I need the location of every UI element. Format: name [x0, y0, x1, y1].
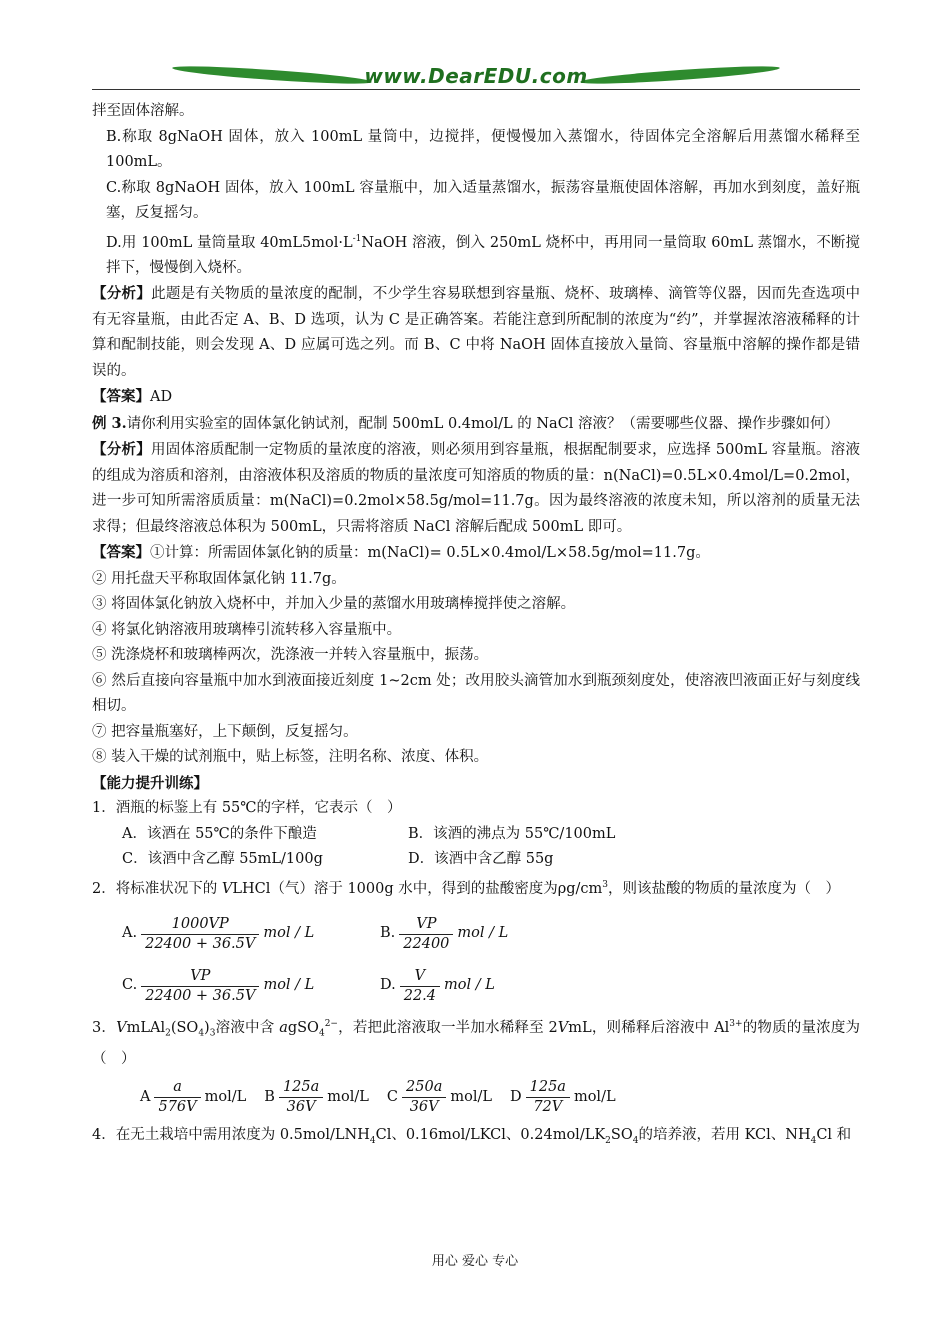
option-a: A．该酒在 55℃的条件下酿造	[122, 825, 317, 842]
fraction: 125a 72V	[526, 1078, 570, 1117]
fraction: 250a 36V	[402, 1078, 446, 1117]
question-1-options	[92, 822, 860, 873]
q2-option-b: B. VP 22400 mol / L	[380, 915, 509, 952]
option-c: C．该酒中含乙醇 55mL/100g	[122, 851, 323, 868]
fraction: a 576V	[154, 1078, 200, 1117]
question-3-options	[92, 1073, 860, 1123]
q2-option-d: D. V 22.4 mol / L	[380, 967, 495, 1004]
q3-option-c: C 250a 36V mol/L	[386, 1079, 492, 1116]
q3-option-b: B 125a 36V mol/L	[264, 1079, 369, 1116]
question-4: 4．在无土栽培中需用浓度为 $0.5mol/LNH_4Cl$、0.16mol/LKCl、$0.24mol/LK_2SO_4$的培养液，若用 KCl、$NH_4Cl$ 和	[92, 1126, 852, 1146]
q3-option-a: A a 576V mol/L	[140, 1079, 247, 1116]
fraction: 125a 36V	[279, 1078, 323, 1117]
question-2: 2．将标准状况下的 VLHCl（气）溶于 1000g 水中，得到的盐酸密度为$\rho g/cm^3$，则该盐酸的物质的量浓度为（ ）	[92, 879, 841, 897]
example-3: 例 3.请你利用实验室的固体氯化钠试剂，配制 500mL 0.4mol/L 的 NaCl 溶液？（需要哪些仪器、操作步骤如何）	[92, 414, 840, 432]
option-b: B．该酒的沸点为 55℃/100mL	[408, 825, 616, 842]
fraction: V 22.4	[400, 967, 440, 1006]
page-header	[92, 62, 860, 92]
fraction: VP 22400	[399, 915, 453, 954]
page-footer: 用心 爱心 专心	[431, 1254, 519, 1269]
q2-option-a: A. 1000VP 22400 + 36.5V mol / L	[122, 915, 315, 952]
question-1: 1．酒瓶的标鉴上有 55℃的字样，它表示（ ）	[92, 800, 402, 817]
answer-step-2: ② 用托盘天平称取固体氯化钠 11.7g。	[92, 570, 346, 587]
option-b-text: B.称取 8gNaOH 固体，放入 100mL 量筒中，边搅拌，便慢慢加入蒸馏水，待固体完全溶解后用蒸馏水稀释至 100mL。	[106, 128, 860, 170]
answer-step-5: ⑤ 洗涤烧杯和玻璃棒两次，洗涤液一并转入容量瓶中，振荡。	[92, 647, 489, 664]
header-rule	[92, 89, 860, 90]
analysis-paragraph-2: 【分析】用固体溶质配制一定物质的量浓度的溶液，则必须用到容量瓶，根据配制要求，应选择 500mL 容量瓶。溶液的组成为溶质和溶剂，由溶液体积及溶质的物质的量浓度可知溶质的物质的量：n(NaCl)=0.5L×0.4mol/L=0.2mol，进一步可知所需溶质质量：m(NaCl)=0.2mol×58.5g/mol=11.7g。因为最终溶液的浓度未知，所以溶剂的质量无法求得；但最终溶液总体积为 500mL，只需将溶质 NaCl 溶解后配成 500mL 即可。	[92, 441, 860, 535]
q3-option-d: D 125a 72V mol/L	[509, 1079, 616, 1116]
site-logo: www.DearEDU.com	[364, 64, 588, 88]
option-c-text: C.称取 8gNaOH 固体，放入 100mL 容量瓶中，加入适量蒸馏水，振荡容量瓶使固体溶解，再加水到刻度，盖好瓶塞，反复摇匀。	[106, 179, 860, 221]
fraction: VP 22400 + 36.5V	[141, 967, 259, 1006]
q2-option-c: C. VP 22400 + 36.5V mol / L	[122, 967, 315, 1004]
answer-step-6: ⑥ 然后直接向容量瓶中加水到液面接近刻度 1~2cm 处；改用胶头滴管加水到瓶颈刻度处，使溶液凹液面正好与刻度线相切。	[92, 672, 860, 715]
answer-step-7: ⑦ 把容量瓶塞好，上下颠倒，反复摇匀。	[92, 723, 358, 740]
analysis-paragraph: 【分析】此题是有关物质的量浓度的配制，不少学生容易联想到容量瓶、烧杯、玻璃棒、滴管等仪器，因而先查选项中有无容量瓶，由此否定 A、B、D 选项，认为 C 是正确答案。若能注意到所配制的浓度为“约”，并掌握浓溶液稀释的计算和配制技能，则会发现 A、D 应属可选之列。而 B、C 中将 NaOH 固体直接放入量筒、容量瓶中溶解的操作都是错误的。	[92, 285, 861, 379]
answer-step-3: ③ 将固体氯化钠放入烧杯中，并加入少量的蒸馏水用玻璃棒搅拌使之溶解。	[92, 596, 576, 613]
section-heading: 【能力提升训练】	[92, 774, 208, 792]
text-line: 拌至固体溶解。	[92, 103, 194, 119]
fraction: 1000VP 22400 + 36.5V	[141, 915, 259, 954]
answer-step-4: ④ 将氯化钠溶液用玻璃棒引流转移入容量瓶中。	[92, 621, 402, 638]
answer-step-1: 【答案】①计算：所需固体氯化钠的质量：m(NaCl)= 0.5L×0.4mol/L×58.5g/mol=11.7g。	[92, 544, 710, 562]
answer-step-8: ⑧ 装入干燥的试剂瓶中，贴上标签，注明名称、浓度、体积。	[92, 749, 489, 766]
question-3: 3．$VmLAl_2(SO_4)_3$溶液中含 agSO$_4^{2-}$，若把此溶液取一半加水稀释至 2VmL，则稀释后溶液中 $Al^{3+}$的物质的量浓度为（ ）	[92, 1019, 861, 1068]
question-2-options	[92, 908, 860, 1012]
option-d: D．该酒中含乙醇 55g	[408, 851, 554, 868]
answer-line: 【答案】AD	[92, 388, 173, 406]
document-body	[92, 99, 860, 1154]
option-d-text: D.用 100mL 量筒量取 $40mL5mol\cdot L^{-1}NaOH$ 溶液，倒入 250mL 烧杯中，再用同一量筒取 60mL 蒸馏水，不断搅拌下，慢慢倒入烧杯。	[106, 233, 861, 276]
